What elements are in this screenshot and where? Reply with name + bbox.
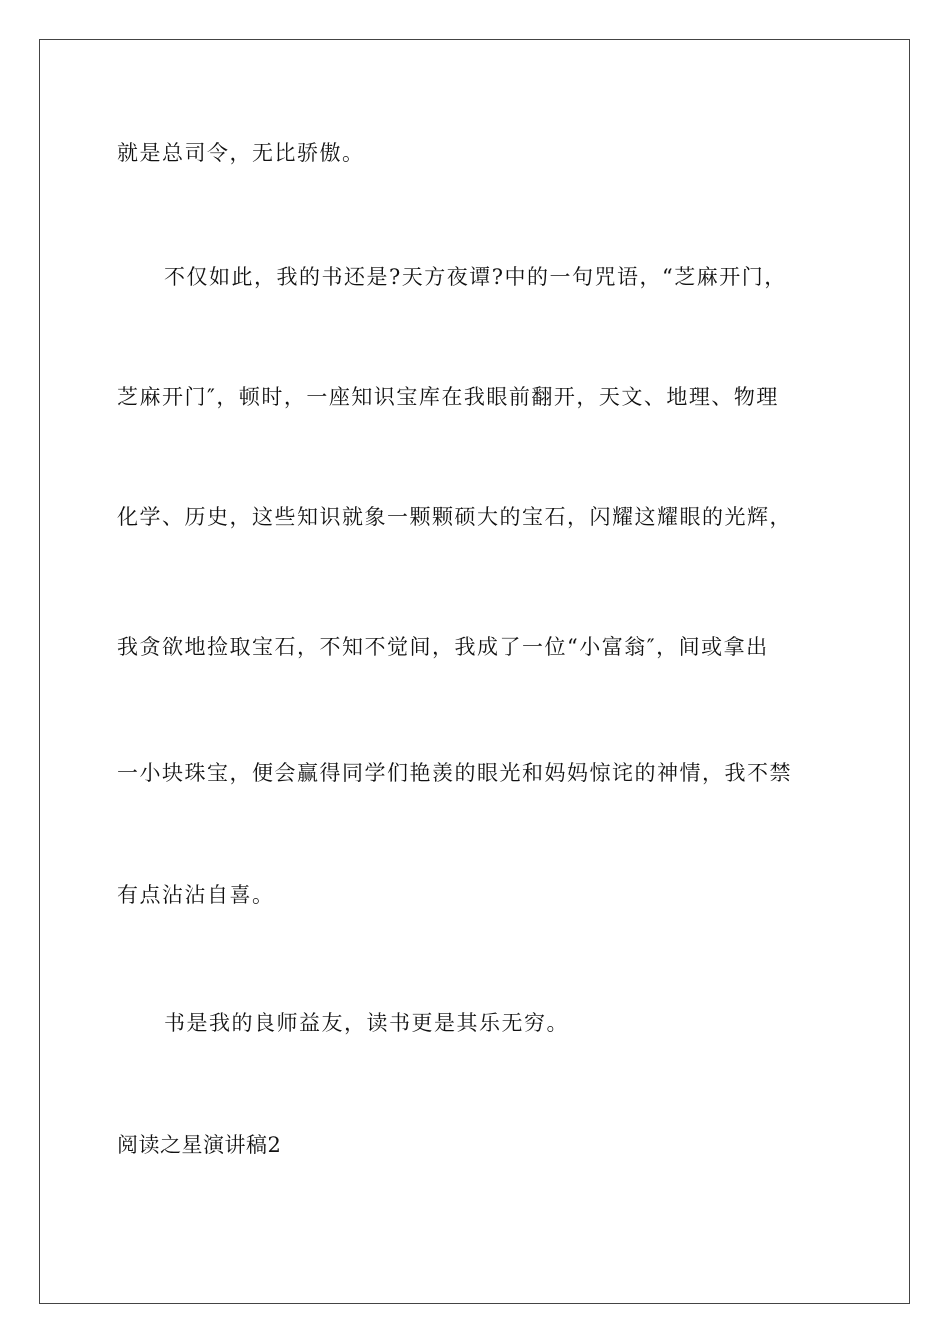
paragraph-line: 书是我的良师益友，读书更是其乐无穷。 <box>164 1011 569 1035</box>
paragraph-line: 芝麻开门″，顿时，一座知识宝库在我眼前翻开，天文、地理、物理 <box>117 385 779 409</box>
section-heading: 阅读之星演讲稿2 <box>117 1133 282 1157</box>
paragraph-line: 我贪欲地捡取宝石，不知不觉间，我成了一位“小富翁″，间或拿出 <box>117 635 769 659</box>
paragraph-line: 化学、历史，这些知识就象一颗颗硕大的宝石，闪耀这耀眼的光辉， <box>117 505 792 529</box>
paragraph-line: 一小块珠宝，便会赢得同学们艳羡的眼光和妈妈惊诧的神情，我不禁 <box>117 761 792 785</box>
paragraph-line: 有点沾沾自喜。 <box>117 883 275 907</box>
paragraph-line: 就是总司令，无比骄傲。 <box>117 141 365 165</box>
page-border <box>39 39 910 1304</box>
paragraph-line: 不仅如此，我的书还是?天方夜谭?中的一句咒语，“芝麻开门， <box>164 265 787 289</box>
